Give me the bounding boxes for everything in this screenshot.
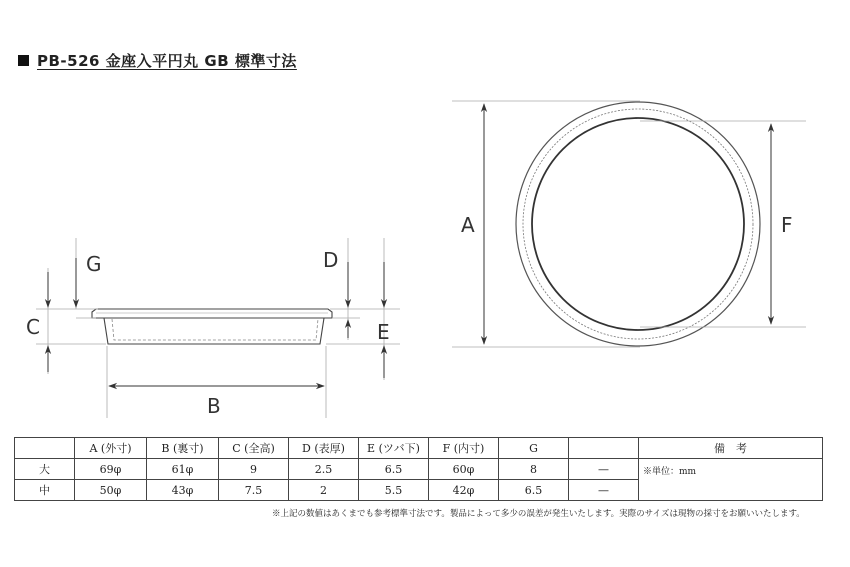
value-cell: — [569, 480, 639, 501]
top-dimension-arrows [484, 104, 771, 344]
value-cell: 42φ [429, 480, 499, 501]
spec-table [14, 437, 823, 501]
header-cell: E (ツバ下) [359, 438, 429, 459]
value-cell: 6.5 [499, 480, 569, 501]
header-cell: G [499, 438, 569, 459]
rim-inner-circle [523, 109, 753, 339]
table-row [15, 459, 823, 480]
label-C: C [26, 315, 40, 339]
side-view [92, 309, 332, 344]
label-F: F [781, 213, 793, 237]
header-cell: A (外寸) [75, 438, 147, 459]
inner-opening-circle [532, 118, 744, 330]
header-cell-remarks: 備 考 [639, 438, 823, 459]
value-cell: 9 [219, 459, 289, 480]
outer-rim-circle [516, 102, 760, 346]
header-cell: C (全高) [219, 438, 289, 459]
header-cell: F (内寸) [429, 438, 499, 459]
value-cell: 43φ [147, 480, 219, 501]
side-dimension-arrows [48, 258, 384, 386]
value-cell: 2 [289, 480, 359, 501]
table-header-row [15, 438, 823, 459]
value-cell: 7.5 [219, 480, 289, 501]
header-cell [569, 438, 639, 459]
profile-flange [92, 309, 332, 318]
top-view [516, 102, 760, 346]
header-cell: B (裏寸) [147, 438, 219, 459]
label-B: B [207, 394, 221, 418]
label-G: G [86, 252, 102, 276]
title-text: PB-526 金座入平円丸 GB 標準寸法 [37, 52, 297, 70]
remarks-cell: ※単位：mm [639, 459, 823, 501]
label-E: E [377, 320, 390, 344]
header-cell: D (表厚) [289, 438, 359, 459]
value-cell: 69φ [75, 459, 147, 480]
value-cell: 2.5 [289, 459, 359, 480]
size-cell: 中 [15, 480, 75, 501]
value-cell: 60φ [429, 459, 499, 480]
footnote: ※上記の数値はあくまでも参考標準寸法です。製品によって多少の誤差が発生いたします。実際のサイズは現物の採寸をお願いいたします。 [272, 509, 805, 519]
value-cell: — [569, 459, 639, 480]
label-A: A [461, 213, 475, 237]
size-cell: 大 [15, 459, 75, 480]
profile-hidden-line [112, 319, 318, 340]
value-cell: 61φ [147, 459, 219, 480]
value-cell: 50φ [75, 480, 147, 501]
header-cell [15, 438, 75, 459]
value-cell: 6.5 [359, 459, 429, 480]
value-cell: 5.5 [359, 480, 429, 501]
label-D: D [323, 248, 339, 272]
value-cell: 8 [499, 459, 569, 480]
